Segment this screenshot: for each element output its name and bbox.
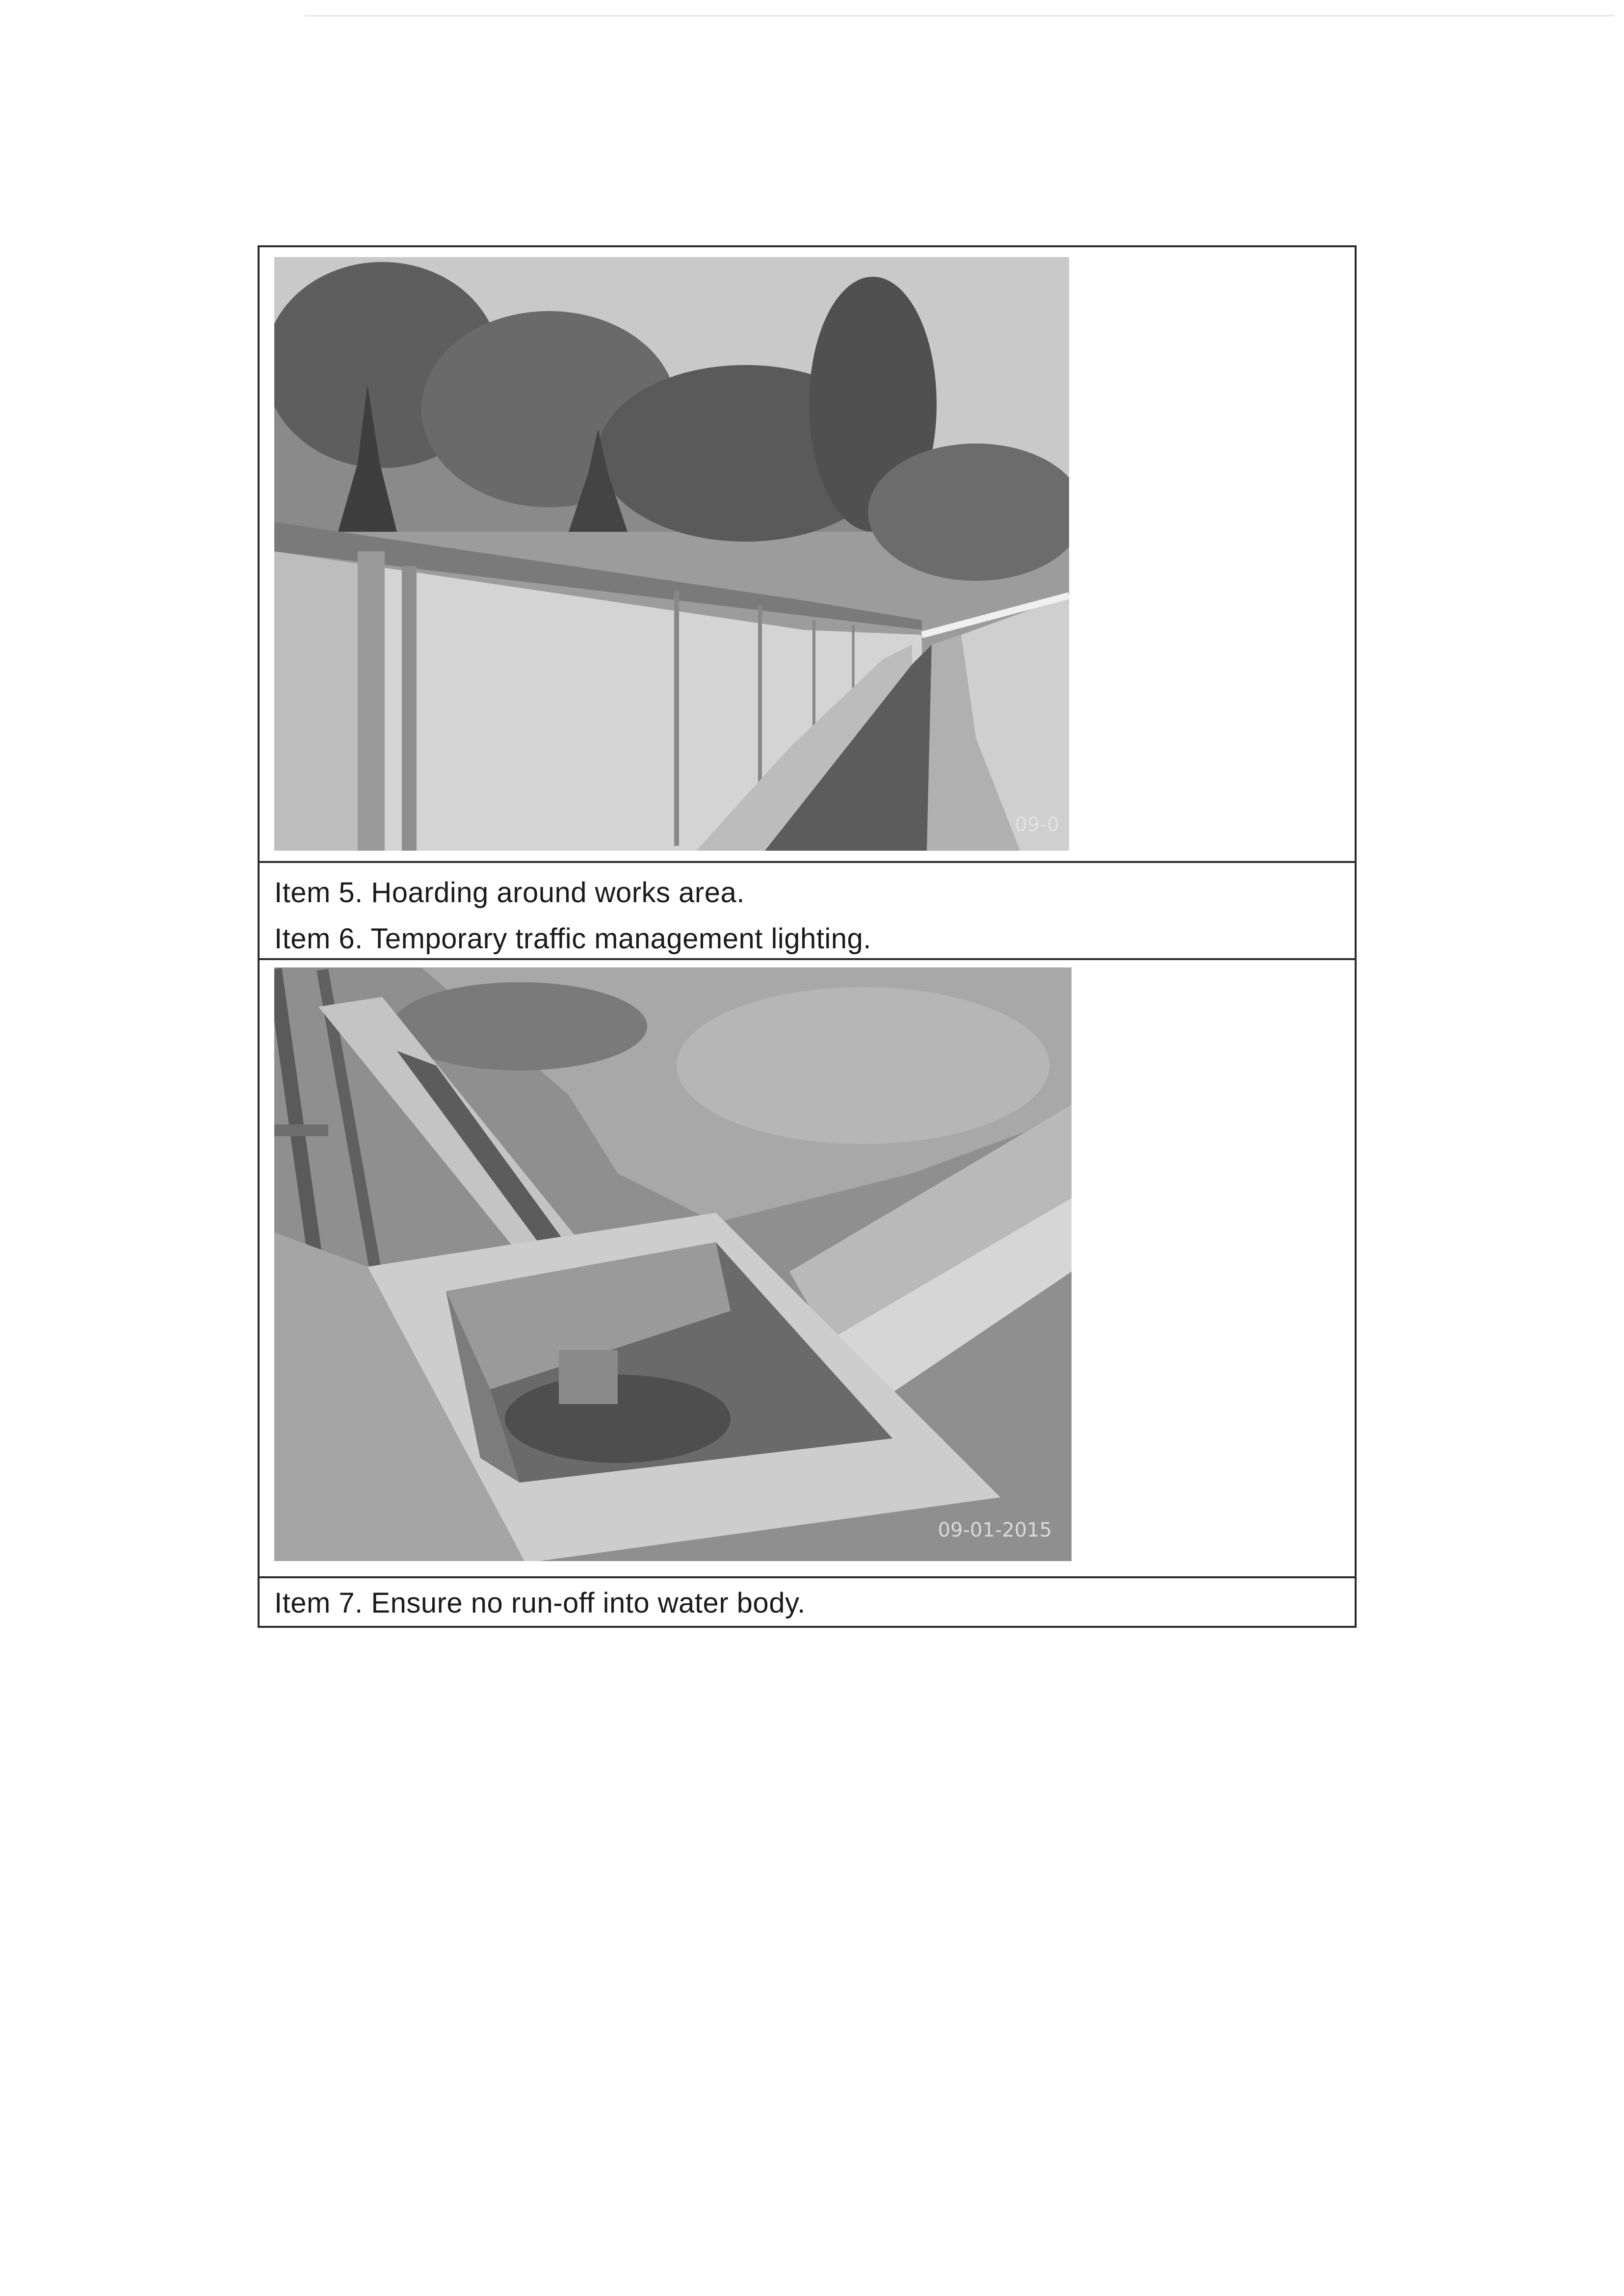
caption-cell-drainage xyxy=(260,1578,1355,1626)
photo-cell-hoarding xyxy=(260,247,1355,863)
photo-record-table xyxy=(258,245,1357,1628)
caption-item-7: Item 7. Ensure no run-off into water body. xyxy=(274,1587,806,1619)
scan-edge-line xyxy=(304,15,1614,17)
drainage-photo xyxy=(274,967,1072,1561)
photo-date-stamp: 09-01-2015 xyxy=(938,1519,1052,1541)
hoarding-photo xyxy=(274,257,1069,851)
caption-item-6: Item 6. Temporary traffic management lighting. xyxy=(274,923,871,955)
caption-item-5: Item 5. Hoarding around works area. xyxy=(274,877,745,909)
photo-cell-drainage xyxy=(260,960,1355,1578)
caption-cell-hoarding xyxy=(260,863,1355,960)
photo-date-stamp: 09-0 xyxy=(1015,813,1059,836)
